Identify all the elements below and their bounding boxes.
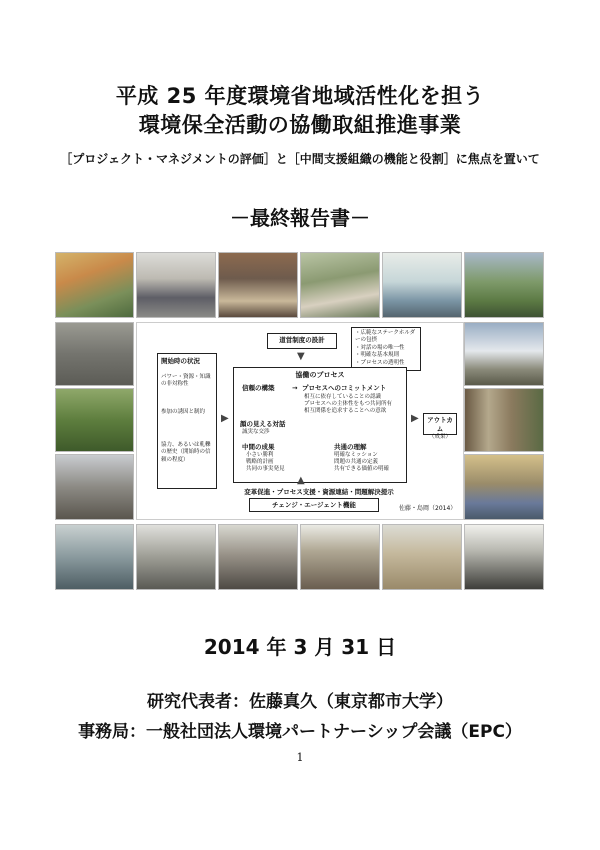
photo-children-helmets [55,252,134,318]
photo-forest-work [464,388,544,452]
title-line-2: 環境保全活動の協働取組推進事業 [138,113,462,137]
asymmetry-item: パワー・資源・知識の非対称性 [161,373,211,388]
intermediate-label: 中間の成果 [242,443,275,451]
photo-river-water [55,524,134,590]
page-number: 1 [296,751,304,764]
photo-factory-workers [55,322,134,386]
history-item: 協力、あるいは軋轢の歴史（開始時の信頼の程度） [161,442,211,463]
photo-snow-mountains [464,322,544,386]
photo-indoor-workshop [136,524,216,590]
photo-helmet-group [218,524,298,590]
collaboration-process-diagram [136,322,464,520]
rules-item: ・明確な基本規則 [355,352,400,359]
dialogue-sub: 誠実な交渉 [242,429,270,435]
photo-crowd-event [464,454,544,520]
bottom-bar-text: 変革促進・プロセス支援・資源連結・問題解決提示 [244,488,394,496]
trust-label: 信頼の構築 [242,384,275,392]
photo-speakers [464,524,544,590]
commitment-detail-3: 相互関係を追求することへの意欲 [304,408,387,414]
intermediate-item-2: 戦略的計画 [246,459,274,465]
intermediate-item-1: 小さい勝利 [246,452,274,458]
dialogue-label: 顔の見える対話 [240,420,286,428]
arrow-up-bottom: ▲ [297,475,305,486]
understanding-item-1: 明確なミッション [334,452,378,458]
photo-field-people [464,252,544,318]
outcome-sub: （成果） [428,433,451,440]
title-line-1: 平成 25 年度環境省地域活性化を担う [115,84,485,108]
arrow-right-outcome: ▶ [411,413,419,424]
change-agent-box: チェンジ・エージェント機能 [249,498,379,512]
photo-riverbank [382,524,462,590]
process-title: 協働のプロセス [295,371,345,379]
understanding-item-3: 共有できる価値の明確 [334,466,390,472]
outcome-box [423,413,457,440]
research-representative: 研究代表者：佐藤真久（東京都市大学） [147,692,453,712]
photo-group-activity [300,252,380,318]
dialogue-place-item: ・対話の場の唯一性 [355,344,405,351]
secretariat: 事務局：一般社団法人環境パートナーシップ会議（EPC） [78,722,522,742]
photo-meeting-room [136,252,216,318]
transparency-item: ・プロセスの透明性 [355,359,405,366]
commitment-detail-2: プロセスへの主体性をもつ共同所有 [304,401,393,407]
commitment-detail-1: 相互に依存していることの認識 [304,394,382,400]
understanding-item-2: 問題の共通の定義 [334,459,379,465]
stakeholder-item: ・広範なステークホルダーの包摂 [355,330,416,344]
top-box: 道営制度の設計 [267,333,337,349]
photo-workshop-table [218,252,298,318]
understanding-label: 共通の理解 [334,443,367,451]
report-label: －最終報告書－ [230,206,370,230]
subtitle: ［プロジェクト・マネジメントの評価］と［中間支援組織の機能と役割］に焦点を置いて [60,152,540,166]
photo-town-street [55,454,134,520]
left-initial-conditions [157,353,217,489]
process-box [233,367,407,483]
photo-presentation-board [382,252,462,318]
arrow-right-left: ▶ [221,413,229,424]
arrow-down-top: ▼ [297,351,305,362]
arrow-trust: → [292,384,298,392]
top-right-list [351,327,421,371]
photo-seminar-room [300,524,380,590]
initial-conditions-title: 開始時の状況 [161,357,200,365]
photo-rice-field [55,388,134,452]
incentive-item: 参加の誘因と制約 [161,408,206,415]
intermediate-item-3: 共同の事実発見 [246,466,285,472]
report-date: 2014 年 3 月 31 日 [203,635,397,659]
diagram-credit: 佐藤・島岡（2014） [399,505,457,512]
outcome-label: アウトカム [427,416,453,433]
commitment-label: プロセスへのコミットメント [302,384,387,392]
